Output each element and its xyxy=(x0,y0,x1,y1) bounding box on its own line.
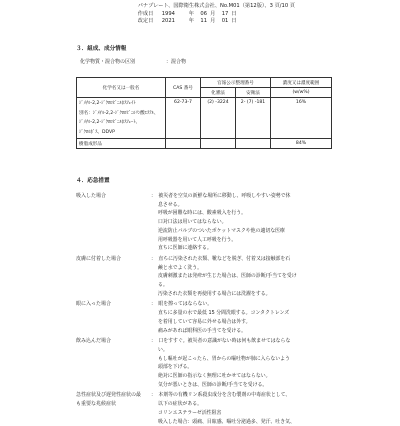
first-aid-inhalation xyxy=(76,192,346,253)
revised-label: 改定日 xyxy=(137,18,154,25)
first-aid-text: ： 口をすすぐ。被災者の意識がない時は何も飲ませてはならな い。 もし嘔吐が起こったら、胃からの嘔吐物が肺に入らないよう 頭部を下げる。 絶対に医師の指示なく無理に吐かせてはならない。 気分が悪いときは、医師の診断/手当てを受ける。 xyxy=(151,338,291,388)
header-concentration: 濃度又は濃度範囲 xyxy=(271,78,332,88)
section-3-title: ３．組成、成分情報 xyxy=(76,46,127,52)
revised-year: 2021 xyxy=(161,18,175,25)
cell-concentration: 16% xyxy=(271,98,332,139)
document-header xyxy=(138,3,295,26)
first-aid-skin xyxy=(76,255,346,299)
first-aid-label: 飲み込んだ場合 xyxy=(76,338,112,345)
section-4-title: ４．応急措置 xyxy=(76,178,110,184)
first-aid-text: ： 直ちに汚染された衣類、靴などを脱ぎ、付着又は接触部を石 鹸と水でよく洗う。 皮膚刺激または発疹が生じた場合は、医師の診断/手当てを受け る。 汚染された衣類を再使用する場合には洗濯をする。 xyxy=(151,255,297,297)
created-day: 17 xyxy=(221,10,229,17)
table-row xyxy=(77,98,332,139)
first-aid-list xyxy=(76,192,346,426)
created-month: 06 xyxy=(200,10,208,17)
first-aid-symptoms xyxy=(76,391,346,426)
created-year: 1994 xyxy=(161,10,175,17)
cell-kashin: (2) -3224 xyxy=(201,98,236,139)
first-aid-label: 皮膚に付着した場合 xyxy=(76,255,122,262)
header-unit: (w/w%) xyxy=(271,88,332,98)
first-aid-ingestion xyxy=(76,337,346,389)
first-aid-label: 吸入した場合 xyxy=(76,193,107,199)
header-gov-number: 官報公示整理番号 xyxy=(201,78,271,88)
revised-month: 11 xyxy=(200,18,208,25)
header-anei: 安衛法 xyxy=(236,88,271,98)
revised-day: 01 xyxy=(221,18,229,25)
header-chemical-name: 化学名又は一般名 xyxy=(77,78,166,98)
substance-class-value: ：混合物 xyxy=(166,59,187,65)
header-kashin: 化審法 xyxy=(201,88,236,98)
cell-anei: 2- (7) -181 xyxy=(236,98,271,139)
composition-table xyxy=(76,77,332,149)
header-document-info: パナプレート、国際衛生株式会社、No.M01（第12版）、3 頁/10 頁 xyxy=(137,3,295,9)
cell-chemical-name: 樹脂成形品 xyxy=(77,139,166,149)
header-cas: CAS 番号 xyxy=(166,78,201,98)
revised-date-row: 改定日 2021 年 11 月 01 日 xyxy=(137,18,237,25)
first-aid-text: ： 被災者を空気の新鮮な場所に移動し、呼吸しやすい姿勢で休 息させる。 呼吸が困難な時には、酸素吸入を行う。 口対口法は用いてはならない。 逆流防止バルブのついたポケットマスクや他の適切な医療 用呼吸器を用いて人工呼吸を行う。 直ちに医師に連絡する。 xyxy=(151,193,291,252)
created-label: 作成日 xyxy=(137,10,154,17)
first-aid-label: 急性症状及び遅発性症状の最 も重要な兆候症状 xyxy=(76,392,142,408)
cell-cas: 62-73-7 xyxy=(166,98,201,139)
first-aid-eyes xyxy=(76,300,346,335)
table-row xyxy=(77,139,332,149)
cell-chemical-name: ｼﾞﾒﾁﾙ-2,2-ｼﾞｸﾛﾛﾋﾞﾆﾙﾎｽﾌｪｲﾄ 別名：ｼﾞﾒﾁﾙ-2,2-ｼﾞｸﾛﾛﾋﾞﾆﾙﾘﾝ酸ｴｽﾃﾙ、 ｼﾞﾒﾁﾙ-2,2-ｼﾞｸﾛﾛﾋﾞﾆﾙﾎｽﾌｪｰﾄ、 ｼﾞｸﾛﾙﾎﾞｽ、DDVP xyxy=(77,98,166,139)
created-date-row: 作成日 1994 年 06 月 17 日 xyxy=(137,10,237,17)
first-aid-text: ： 本剤等の有機リン系殺虫成分を含む製剤の中毒症状として、 以下の症状がある。 コリンエステラーゼ活性阻害 吸入した場合：頭痛、目眩感、嘔吐分泌過多、発汗、吐き気、 xyxy=(151,392,295,425)
cell-concentration: 84% xyxy=(271,139,332,149)
substance-class-label: 化学物質・混合物の区別 xyxy=(80,59,136,65)
first-aid-label: 眼に入った場合 xyxy=(76,301,112,308)
first-aid-text: ： 眼を擦ってはならない。 直ちに多量の水で最低 15 分間洗眼する。コンタクトレンズ を着用していて容易に外せる場合は外す。 痛みがあれば眼科医の手当てを受ける。 xyxy=(151,301,290,334)
